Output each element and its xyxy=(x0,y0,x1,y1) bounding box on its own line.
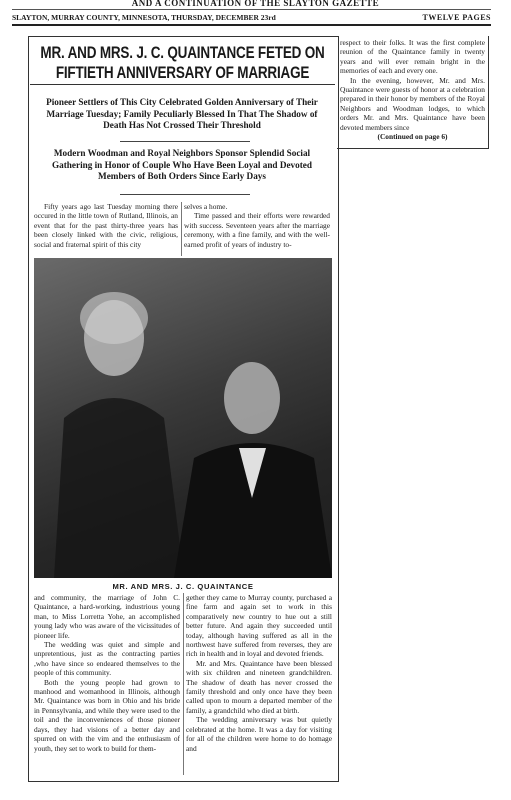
continued-notice: (Continued on page 6) xyxy=(377,132,448,142)
paragraph: The wedding anniversary was but quietly celebrated at the home. It was a day for visiting for all of the children were home to do homage and xyxy=(186,715,332,753)
body-column-left-top xyxy=(34,202,178,249)
deck-divider xyxy=(120,194,250,195)
dateline xyxy=(12,9,491,26)
article-headline: MR. AND MRS. J. C. QUAINTANCE FETED ON FIFTIETH ANNIVERSARY OF MARRIAGE xyxy=(40,43,325,82)
column-rule xyxy=(181,202,182,256)
body-column-right-top xyxy=(184,202,330,249)
deck-divider xyxy=(120,141,250,142)
paragraph: Both the young people had grown to manhood and womanhood in Illinois, although Mr. Quaintance was born in Ohio and his bride in Pennsylvania, and while they were used to the toil and the inconveniences of those pioneer days, they had visions of a better day and spurred on with the vim and the enthusiasm of youth, they set to work to build for them- xyxy=(34,677,180,753)
headline-box xyxy=(30,38,335,85)
paragraph: In the evening, however, Mr. and Mrs. Quaintance were guests of honor at a celebration prepared in their honor by members of the Royal Neighbors and Woodman lodges, to which orders Mr. and Mrs. Quaintance have been devoted members since xyxy=(340,75,485,132)
body-column-right-bottom xyxy=(186,593,332,753)
paragraph: and community, the marriage of John C. Quaintance, a hard-working, industrious young man, to Miss Lorretta Yohe, an accomplished young lady who was aware of the vicissitudes of pioneer life. xyxy=(34,593,180,640)
paragraph: respect to their folks. It was the first complete reunion of the Quaintance family in twenty years and will ever remain bright in the memories of each and every one. xyxy=(340,38,485,76)
page-count: TWELVE PAGES xyxy=(422,12,491,22)
continuation-column xyxy=(340,38,485,141)
subheadline-1: Pioneer Settlers of This City Celebrated Golden Anniversary of Their Marriage Tuesday; Family Peculiarly Blessed In That The Shadow of Death Has Not Crossed Their Threshold xyxy=(46,97,318,130)
paragraph: The wedding was quiet and simple and unpretentious, just as the contracting parties ,who have since so endeared themselves to the people of this community. xyxy=(34,640,180,678)
dateline-location-date: SLAYTON, MURRAY COUNTY, MINNESOTA, THURSDAY, DECEMBER 23rd xyxy=(12,12,276,22)
photo-caption: MR. AND MRS. J. C. QUAINTANCE xyxy=(112,582,254,591)
subheadline-2: Modern Woodman and Royal Neighbors Sponsor Splendid Social Gathering in Honor of Couple Who Have Been Loyal and Devoted Members of Both Orders Since Early Days xyxy=(52,148,312,181)
body-column-left-bottom xyxy=(34,593,180,753)
paragraph: Fifty years ago last Tuesday morning there occured in the little town of Rutland, Illinois, an event that for the past thirty-three years has been closely linked with the civic, religious, social and fraternal spirit of this city xyxy=(34,202,178,249)
masthead: AND A CONTINUATION OF THE SLAYTON GAZETTE xyxy=(131,0,380,8)
paragraph: Time passed and their efforts were rewarded with success. Seventeen years after the marriage ceremony, with a fine family, and with the well-earned profit of years of industry to- xyxy=(184,211,330,249)
couple-portrait-photo xyxy=(34,258,332,578)
portrait-image xyxy=(34,258,332,578)
paragraph: selves a home. xyxy=(184,202,228,211)
paragraph: Mr. and Mrs. Quaintance have been blessed with six children and nineteen grandchildren. The shadow of death has never crossed the family threshold and only once have they been called upon to mourn a departed member of the family, a grandchild who died at birth. xyxy=(186,658,332,715)
paragraph: gether they came to Murray county, purchased a fine farm and again set to work in this comparatively new country to hue out a still better future. And again they succeeded until today, although having suffered as all in the northwest have suffered from reverses, they are rich in health and in loyal and devoted friends. xyxy=(186,593,332,659)
column-rule xyxy=(183,593,184,775)
